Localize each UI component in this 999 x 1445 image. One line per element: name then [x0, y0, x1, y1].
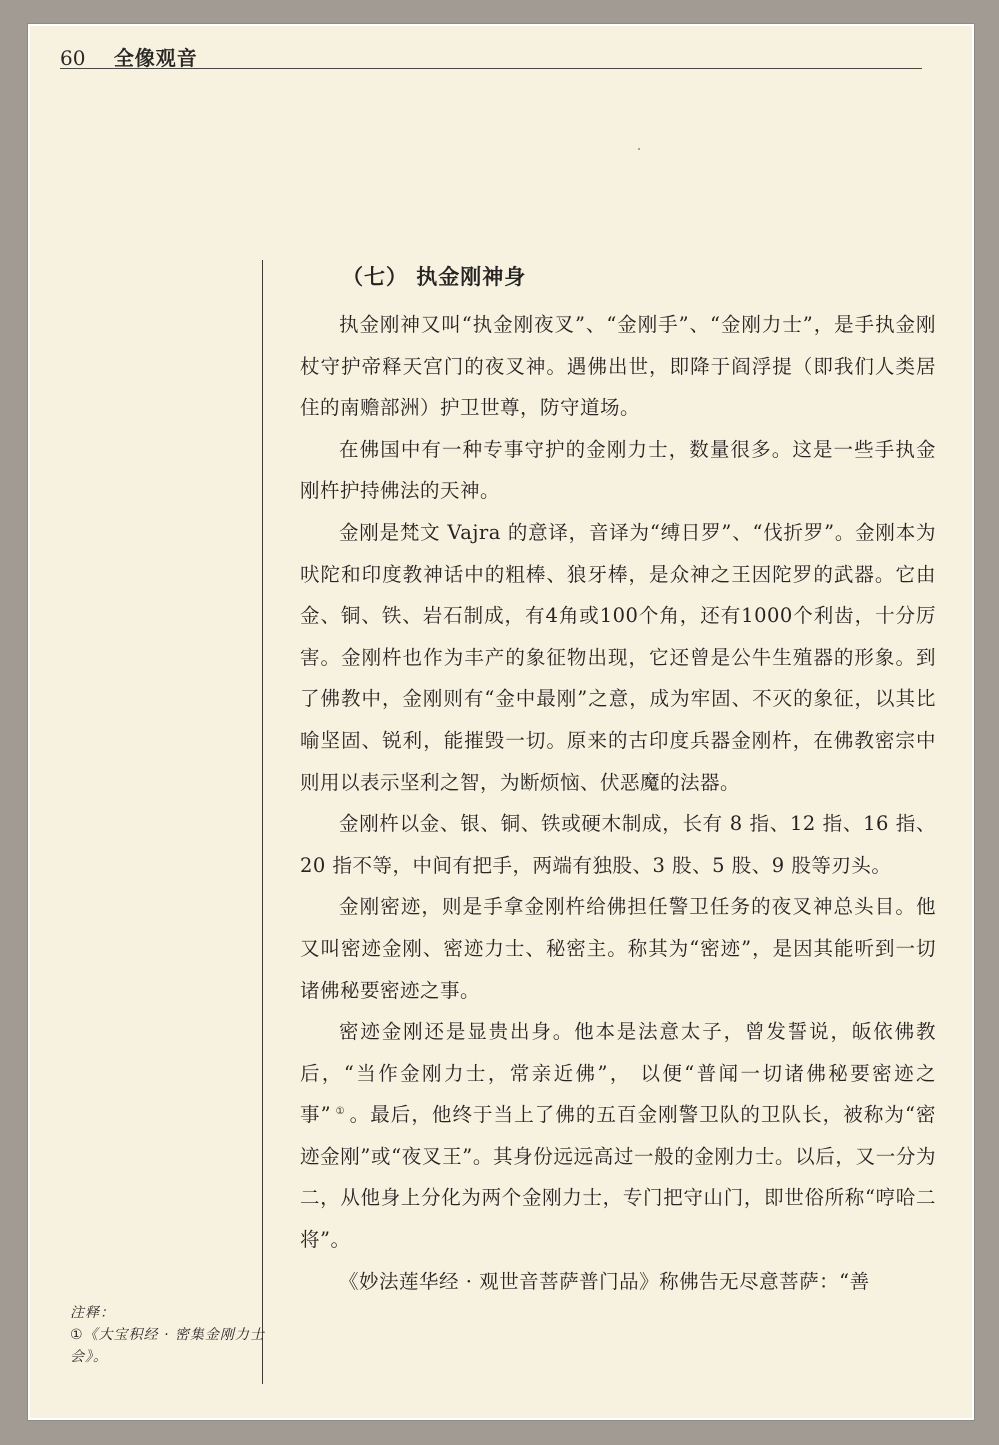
main-text: [300, 262, 936, 1302]
footnote-reference: ①: [335, 1105, 346, 1117]
paragraph-4: 金刚杵以金、银、铜、铁或硬木制成，长有 8 指、12 指、16 指、20 指不等，中间有把手，两端有独股、3 股、5 股、9 股等刃头。: [300, 812, 936, 877]
paragraph-2: 在佛国中有一种专事守护的金刚力士，数量很多。这是一些手执金刚杵护持佛法的天神。: [300, 437, 936, 503]
note-item-1: ①《大宝积经 · 密集金刚力士会》。: [70, 1327, 265, 1365]
margin-notes: [70, 1302, 266, 1368]
paragraph-6: [300, 1011, 936, 1261]
margin-rule: [262, 260, 263, 1384]
section-heading: （七） 执金刚神身: [342, 265, 527, 289]
paragraph-6-part-1: 密迹金刚还是显贵出身。他本是法意太子，曾发誓说，皈依佛教后，“当作金刚力士，常亲近佛”， 以便“普闻一切诸佛秘要密迹之事”: [300, 1020, 936, 1127]
running-head: [60, 42, 198, 71]
book-title: 全像观音: [113, 46, 198, 70]
paragraph-5: 金刚密迹，则是手拿金刚杵给佛担任警卫任务的夜叉神总头目。他又叫密迹金刚、密迹力士、秘密主。称其为“密迹”，是因其能听到一切诸佛秘要密迹之事。: [300, 895, 936, 1002]
page-number: 60: [60, 46, 86, 70]
header-rule: [60, 68, 922, 69]
notes-label: 注释：: [70, 1305, 115, 1321]
paper-speck: [638, 148, 640, 150]
paragraph-7: 《妙法莲华经 · 观世音菩萨普门品》称佛告无尽意菩萨：“善: [339, 1269, 870, 1293]
book-page: [28, 24, 974, 1420]
paragraph-6-part-2: 。最后，他终于当上了佛的五百金刚警卫队的卫队长，被称为“密迹金刚”或“夜叉王”。其身份远远高过一般的金刚力士。以后，又一分为二，从他身上分化为两个金刚力士，专门把守山门，即世俗所称“哼哈二将”。: [300, 1103, 936, 1252]
paragraph-3: 金刚是梵文 Vajra 的意译，音译为“缚日罗”、“伐折罗”。金刚本为吠陀和印度教神话中的粗棒、狼牙棒，是众神之王因陀罗的武器。它由金、铜、铁、岩石制成，有4角或100个角，还有1000个利齿，十分厉害。金刚杵也作为丰产的象征物出现，它还曾是公牛生殖器的形象。到了佛教中，金刚则有“金中最刚”之意，成为牢固、不灭的象征，以其比喻坚固、锐利，能摧毁一切。原来的古印度兵器金刚杵，在佛教密宗中则用以表示坚利之智，为断烦恼、伏恶魔的法器。: [300, 520, 936, 794]
paragraph-1: 执金刚神又叫“执金刚夜叉”、“金刚手”、“金刚力士”，是手执金刚杖守护帝释天宫门的夜叉神。遇佛出世，即降于阎浮提（即我们人类居住的南赡部洲）护卫世尊，防守道场。: [300, 313, 936, 420]
